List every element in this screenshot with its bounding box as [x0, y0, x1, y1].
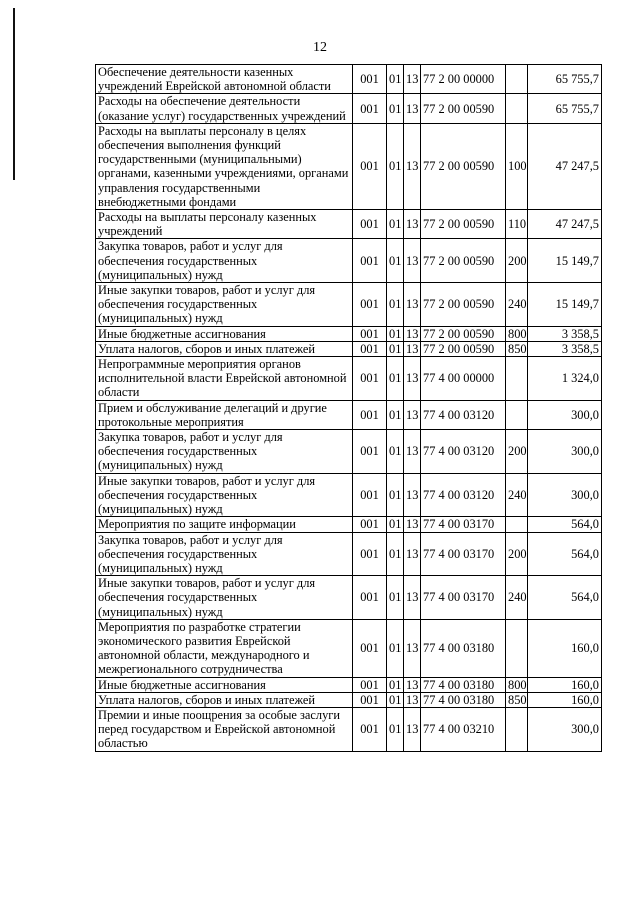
ministry-code: 001: [353, 341, 387, 356]
row-name: Иные бюджетные ассигнования: [96, 677, 353, 692]
amount: 3 358,5: [528, 341, 602, 356]
table-row: [96, 677, 602, 692]
ministry-code: 001: [353, 517, 387, 532]
expense-type-code: 200: [506, 532, 528, 576]
row-name: Иные закупки товаров, работ и услуг для обеспечения государственных (муниципальных) нужд: [96, 283, 353, 327]
expense-type-code: 240: [506, 473, 528, 517]
target-article-code: 77 4 00 03170: [421, 517, 506, 532]
ministry-code: 001: [353, 619, 387, 677]
subsection-code: 13: [404, 357, 421, 401]
row-name: Премии и иные поощрения за особые заслуги перед государством и Еврейской автономной областью: [96, 707, 353, 751]
section-code: 01: [387, 430, 404, 474]
table-row: [96, 576, 602, 620]
ministry-code: 001: [353, 326, 387, 341]
expense-type-code: 240: [506, 576, 528, 620]
subsection-code: 13: [404, 239, 421, 283]
table-row: [96, 326, 602, 341]
section-code: 01: [387, 94, 404, 123]
page-number: 12: [313, 40, 327, 55]
ministry-code: 001: [353, 430, 387, 474]
subsection-code: 13: [404, 123, 421, 209]
ministry-code: 001: [353, 357, 387, 401]
target-article-code: 77 2 00 00590: [421, 123, 506, 209]
table-row: [96, 65, 602, 94]
expense-type-code: [506, 65, 528, 94]
table-row: [96, 692, 602, 707]
subsection-code: 13: [404, 677, 421, 692]
row-name: Мероприятия по защите информации: [96, 517, 353, 532]
section-code: 01: [387, 619, 404, 677]
ministry-code: 001: [353, 532, 387, 576]
row-name: Иные закупки товаров, работ и услуг для обеспечения государственных (муниципальных) нужд: [96, 576, 353, 620]
section-code: 01: [387, 473, 404, 517]
target-article-code: 77 4 00 03120: [421, 473, 506, 517]
row-name: Закупка товаров, работ и услуг для обеспечения государственных (муниципальных) нужд: [96, 532, 353, 576]
subsection-code: 13: [404, 517, 421, 532]
expense-type-code: 850: [506, 341, 528, 356]
table-row: [96, 239, 602, 283]
section-code: 01: [387, 532, 404, 576]
section-code: 01: [387, 677, 404, 692]
amount: 65 755,7: [528, 94, 602, 123]
subsection-code: 13: [404, 283, 421, 327]
table-row: [96, 532, 602, 576]
target-article-code: 77 4 00 03170: [421, 532, 506, 576]
subsection-code: 13: [404, 576, 421, 620]
section-code: 01: [387, 65, 404, 94]
row-name: Непрограммные мероприятия органов исполнительной власти Еврейской автономной области: [96, 357, 353, 401]
target-article-code: 77 2 00 00590: [421, 283, 506, 327]
section-code: 01: [387, 326, 404, 341]
section-code: 01: [387, 239, 404, 283]
amount: 15 149,7: [528, 239, 602, 283]
margin-line: [13, 8, 15, 180]
expense-type-code: [506, 619, 528, 677]
expense-type-code: 200: [506, 239, 528, 283]
table-row: [96, 283, 602, 327]
target-article-code: 77 2 00 00000: [421, 65, 506, 94]
section-code: 01: [387, 692, 404, 707]
expense-type-code: 800: [506, 677, 528, 692]
amount: 3 358,5: [528, 326, 602, 341]
subsection-code: 13: [404, 473, 421, 517]
target-article-code: 77 2 00 00590: [421, 239, 506, 283]
amount: 1 324,0: [528, 357, 602, 401]
target-article-code: 77 2 00 00590: [421, 210, 506, 239]
ministry-code: 001: [353, 677, 387, 692]
amount: 47 247,5: [528, 210, 602, 239]
table-row: [96, 123, 602, 209]
section-code: 01: [387, 210, 404, 239]
ministry-code: 001: [353, 692, 387, 707]
ministry-code: 001: [353, 283, 387, 327]
amount: 160,0: [528, 677, 602, 692]
section-code: 01: [387, 123, 404, 209]
target-article-code: 77 4 00 03180: [421, 677, 506, 692]
amount: 47 247,5: [528, 123, 602, 209]
expense-type-code: [506, 94, 528, 123]
amount: 564,0: [528, 532, 602, 576]
amount: 300,0: [528, 707, 602, 751]
expense-type-code: 110: [506, 210, 528, 239]
row-name: Прием и обслуживание делегаций и другие протокольные мероприятия: [96, 400, 353, 429]
expense-type-code: 800: [506, 326, 528, 341]
ministry-code: 001: [353, 473, 387, 517]
subsection-code: 13: [404, 341, 421, 356]
ministry-code: 001: [353, 576, 387, 620]
amount: 65 755,7: [528, 65, 602, 94]
amount: 15 149,7: [528, 283, 602, 327]
subsection-code: 13: [404, 707, 421, 751]
target-article-code: 77 4 00 03170: [421, 576, 506, 620]
section-code: 01: [387, 707, 404, 751]
target-article-code: 77 4 00 03120: [421, 400, 506, 429]
amount: 564,0: [528, 517, 602, 532]
target-article-code: 77 2 00 00590: [421, 341, 506, 356]
amount: 300,0: [528, 430, 602, 474]
expense-type-code: 240: [506, 283, 528, 327]
subsection-code: 13: [404, 94, 421, 123]
table-row: [96, 341, 602, 356]
subsection-code: 13: [404, 210, 421, 239]
target-article-code: 77 4 00 03210: [421, 707, 506, 751]
table-row: [96, 517, 602, 532]
row-name: Уплата налогов, сборов и иных платежей: [96, 692, 353, 707]
table-row: [96, 619, 602, 677]
table-row: [96, 473, 602, 517]
table-row: [96, 430, 602, 474]
budget-table-body: [96, 65, 602, 752]
target-article-code: 77 4 00 03180: [421, 619, 506, 677]
row-name: Мероприятия по разработке стратегии экономического развития Еврейской автономной области, международного и межрегионального сотрудничества: [96, 619, 353, 677]
subsection-code: 13: [404, 532, 421, 576]
row-name: Расходы на выплаты персоналу казенных учреждений: [96, 210, 353, 239]
target-article-code: 77 4 00 00000: [421, 357, 506, 401]
target-article-code: 77 2 00 00590: [421, 326, 506, 341]
ministry-code: 001: [353, 239, 387, 283]
expense-type-code: 100: [506, 123, 528, 209]
subsection-code: 13: [404, 430, 421, 474]
subsection-code: 13: [404, 400, 421, 429]
section-code: 01: [387, 576, 404, 620]
row-name: Уплата налогов, сборов и иных платежей: [96, 341, 353, 356]
amount: 160,0: [528, 619, 602, 677]
section-code: 01: [387, 517, 404, 532]
table-row: [96, 357, 602, 401]
row-name: Закупка товаров, работ и услуг для обеспечения государственных (муниципальных) нужд: [96, 430, 353, 474]
section-code: 01: [387, 341, 404, 356]
budget-table: [95, 64, 602, 752]
ministry-code: 001: [353, 400, 387, 429]
expense-type-code: [506, 517, 528, 532]
target-article-code: 77 2 00 00590: [421, 94, 506, 123]
ministry-code: 001: [353, 123, 387, 209]
row-name: Закупка товаров, работ и услуг для обеспечения государственных (муниципальных) нужд: [96, 239, 353, 283]
amount: 564,0: [528, 576, 602, 620]
ministry-code: 001: [353, 210, 387, 239]
expense-type-code: 200: [506, 430, 528, 474]
ministry-code: 001: [353, 94, 387, 123]
ministry-code: 001: [353, 65, 387, 94]
row-name: Расходы на выплаты персоналу в целях обеспечения выполнения функций государственными (муниципальными) органами, казенными учреждениями, органами управления государственными внебюджетными фондами: [96, 123, 353, 209]
section-code: 01: [387, 357, 404, 401]
table-row: [96, 94, 602, 123]
row-name: Расходы на обеспечение деятельности (оказание услуг) государственных учреждений: [96, 94, 353, 123]
subsection-code: 13: [404, 619, 421, 677]
amount: 160,0: [528, 692, 602, 707]
row-name: Иные бюджетные ассигнования: [96, 326, 353, 341]
section-code: 01: [387, 283, 404, 327]
table-row: [96, 707, 602, 751]
subsection-code: 13: [404, 692, 421, 707]
table-row: [96, 400, 602, 429]
expense-type-code: 850: [506, 692, 528, 707]
amount: 300,0: [528, 400, 602, 429]
section-code: 01: [387, 400, 404, 429]
row-name: Обеспечение деятельности казенных учреждений Еврейской автономной области: [96, 65, 353, 94]
target-article-code: 77 4 00 03180: [421, 692, 506, 707]
target-article-code: 77 4 00 03120: [421, 430, 506, 474]
amount: 300,0: [528, 473, 602, 517]
ministry-code: 001: [353, 707, 387, 751]
table-row: [96, 210, 602, 239]
expense-type-code: [506, 400, 528, 429]
expense-type-code: [506, 707, 528, 751]
subsection-code: 13: [404, 65, 421, 94]
row-name: Иные закупки товаров, работ и услуг для обеспечения государственных (муниципальных) нужд: [96, 473, 353, 517]
expense-type-code: [506, 357, 528, 401]
subsection-code: 13: [404, 326, 421, 341]
